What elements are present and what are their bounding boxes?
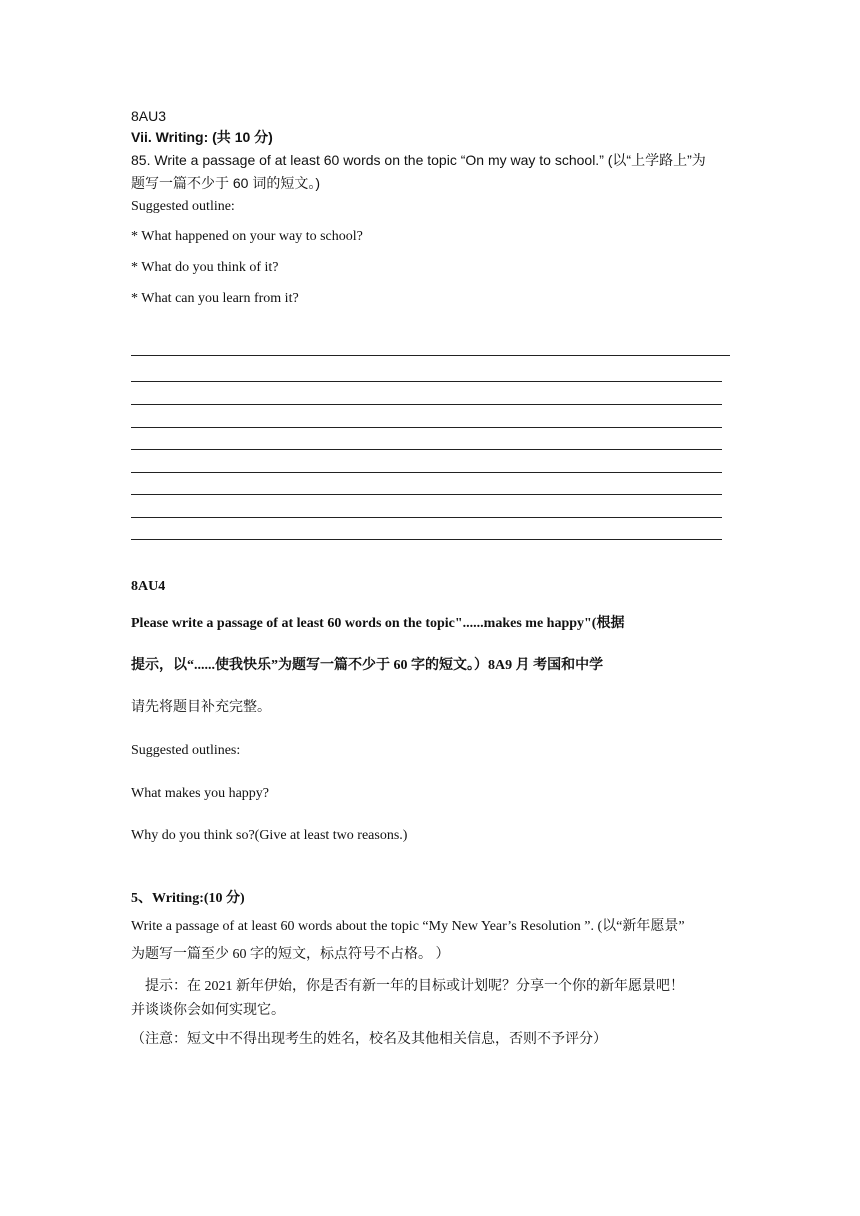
outline-item: * What can you learn from it? — [131, 291, 299, 306]
outline-item: Why do you think so?(Give at least two reasons.) — [131, 828, 408, 843]
writing-line[interactable] — [131, 381, 722, 382]
outline-item: * What happened on your way to school? — [131, 229, 363, 244]
section-heading: 5、Writing:(10 分) — [131, 891, 245, 906]
writing-line[interactable] — [131, 404, 722, 405]
writing-line[interactable] — [131, 355, 730, 356]
prompt-line: Please write a passage of at least 60 words on the topic"......makes me happy"(根据 — [131, 616, 625, 631]
writing-line[interactable] — [131, 517, 722, 518]
section-code: 8AU4 — [131, 579, 166, 594]
outline-item: * What do you think of it? — [131, 260, 279, 275]
hint-text: 并谈谈你会如何实现它。 — [131, 1003, 285, 1018]
writing-line[interactable] — [131, 494, 722, 495]
note-text: （注意：短文中不得出现考生的姓名，校名及其他相关信息，否则不予评分） — [131, 1032, 607, 1047]
prompt-line: 85. Write a passage of at least 60 words on the topic “On my way to school.” (以“上学路上”为 — [131, 152, 706, 168]
writing-line[interactable] — [131, 427, 722, 428]
instruction-text: 请先将题目补充完整。 — [131, 700, 271, 715]
outline-title: Suggested outline: — [131, 199, 235, 214]
prompt-line: Write a passage of at least 60 words about the topic “My New Year’s Resolution ”. (以“新年愿景” — [131, 919, 685, 934]
hint-text: 提示：在 2021 新年伊始，你是否有新一年的目标或计划呢？分享一个你的新年愿景吧！ — [145, 979, 684, 994]
section-heading: Vii. Writing: (共 10 分) — [131, 129, 273, 145]
prompt-line: 提示，以“......使我快乐”为题写一篇不少于 60 字的短文。）8A9 月 考国和中学 — [131, 658, 604, 673]
prompt-line: 为题写一篇至少 60 字的短文，标点符号不占格。 ） — [131, 947, 450, 962]
outline-title: Suggested outlines: — [131, 743, 241, 758]
writing-line[interactable] — [131, 472, 722, 473]
writing-line[interactable] — [131, 449, 722, 450]
writing-line[interactable] — [131, 539, 722, 540]
outline-item: What makes you happy? — [131, 786, 270, 801]
section-code: 8AU3 — [131, 108, 167, 124]
prompt-line: 题写一篇不少于 60 词的短文。) — [131, 175, 321, 191]
